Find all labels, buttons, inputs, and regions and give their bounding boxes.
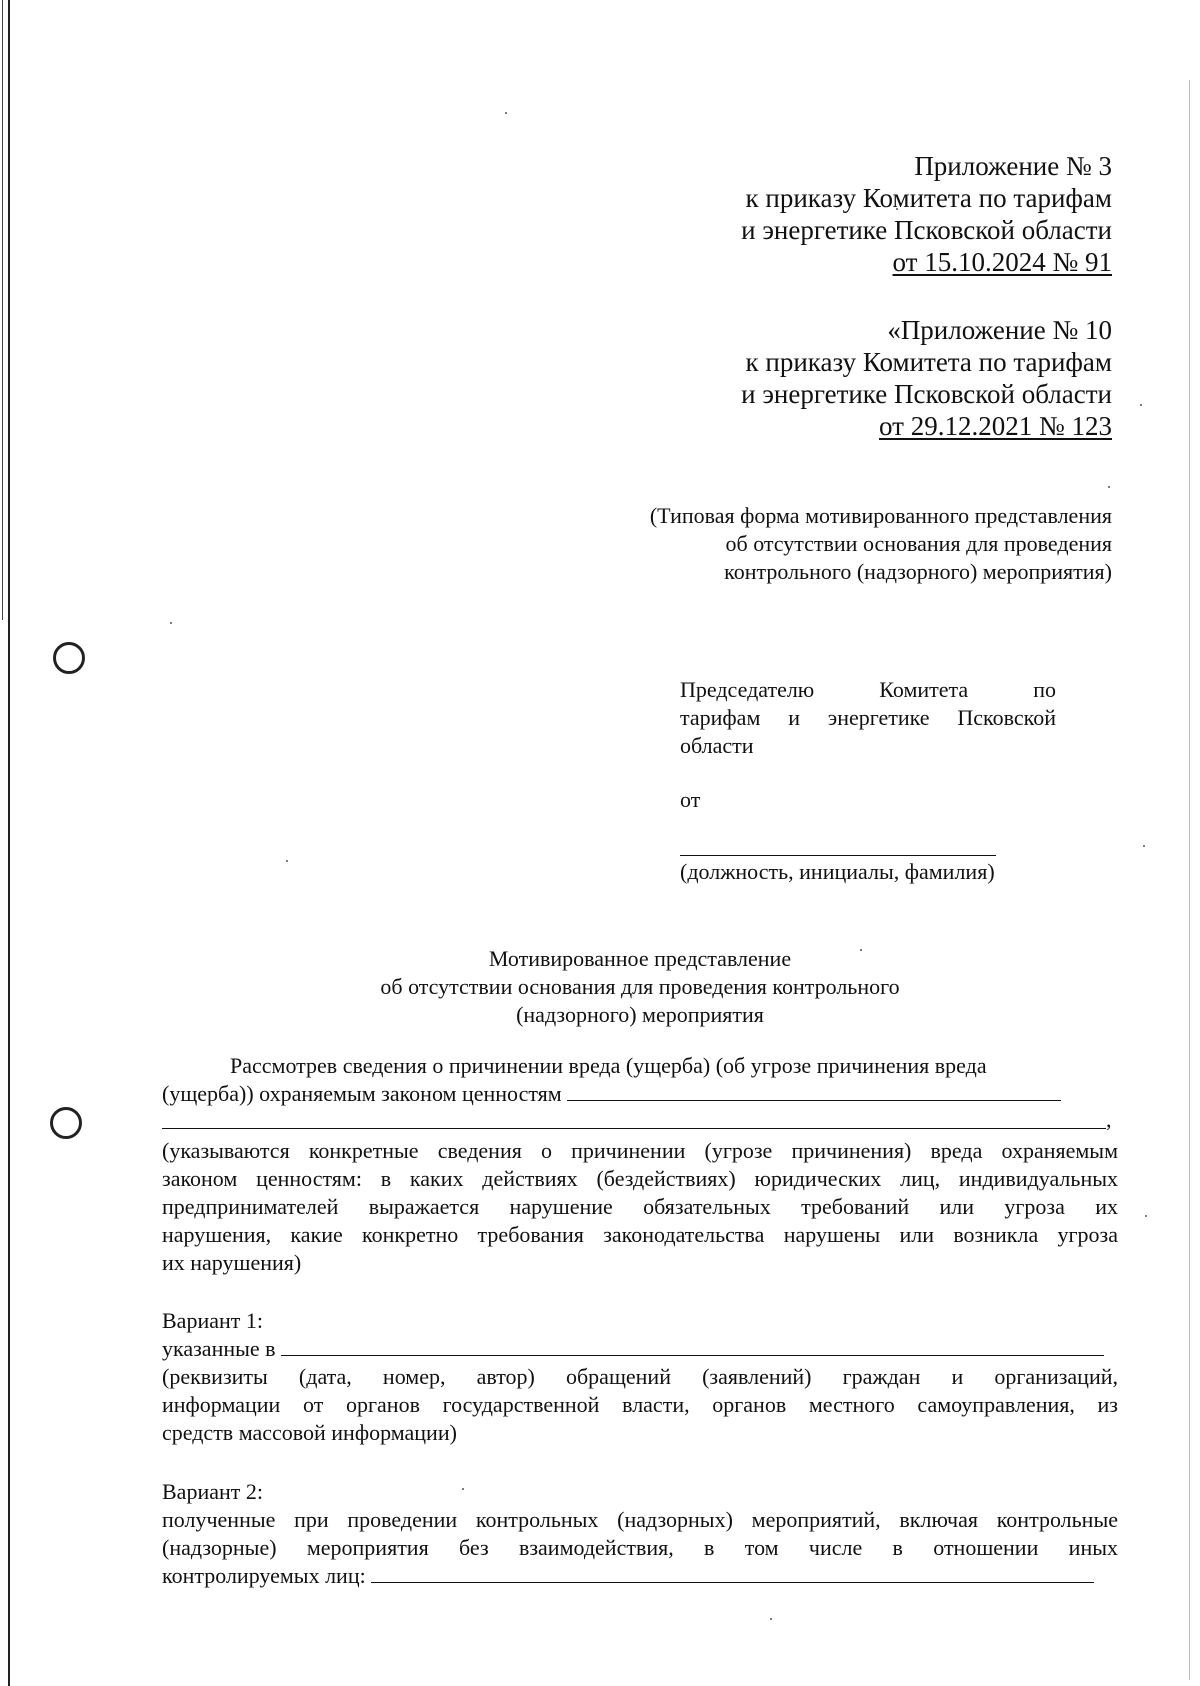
appendix-10-date-number-text: от 29.12.2021 № 123 (879, 411, 1112, 441)
values-note-line-1: (указываются конкретные сведения о причинении (угрозе причинения) вреда охраняемым (162, 1138, 1118, 1163)
values-continuation-line (162, 1128, 1106, 1129)
scan-speck (462, 1488, 464, 1490)
scan-speck (1143, 845, 1145, 847)
form-type-line-3: контрольного (надзорного) мероприятия) (724, 559, 1112, 584)
heading-line-1: Мотивированное представление (488, 946, 792, 971)
addressee-line-3: области (680, 733, 754, 758)
form-type-line-2: об отсутствии основания для проведения (725, 531, 1112, 556)
variant-2-line-2: (надзорные) мероприятия без взаимодействия, в том числе в отношении иных (162, 1535, 1118, 1560)
heading-line-3: (надзорного) мероприятия (516, 1002, 764, 1027)
intro-line-2-text: (ущерба)) охраняемым законом ценностям (162, 1081, 562, 1106)
scan-speck (505, 112, 507, 114)
values-note-line-3: предпринимателей выражается нарушение обязательных требований или угроза их (162, 1194, 1118, 1219)
values-note-line-5: их нарушения) (162, 1250, 302, 1275)
form-type-line-1: (Типовая форма мотивированного представления (649, 503, 1112, 528)
appendix-3-block (560, 150, 1112, 278)
variant-1-text: указанные в (162, 1336, 276, 1361)
scan-speck (1145, 1215, 1147, 1217)
addressee-block (680, 676, 1056, 760)
appendix-10-committee-line: и энергетике Псковской области (741, 379, 1112, 409)
scan-left-edge (8, 0, 10, 1686)
heading-line-2: об отсутствии основания для проведения контрольного (380, 974, 900, 999)
variant-2-label: Вариант 2: (162, 1479, 263, 1504)
intro-line-1: Рассмотрев сведения о причинении вреда (ущерба) (об угрозе причинения вреда (230, 1053, 987, 1078)
appendix-10-date-number (560, 410, 1112, 442)
punch-hole-top (53, 642, 85, 674)
values-blank-field (567, 1080, 1061, 1101)
appendix-3-order-line: к приказу Комитета по тарифам (745, 183, 1112, 213)
values-note (162, 1137, 1118, 1277)
appendix-3-committee-line: и энергетике Псковской области (741, 215, 1112, 245)
variant-1-note (162, 1363, 1118, 1447)
form-type-note (560, 502, 1112, 586)
values-note-line-2: законом ценностям: в каких действиях (бездействиях) юридических лиц, индивидуальных (162, 1166, 1118, 1191)
scan-speck (770, 1618, 772, 1620)
variant-2-text (162, 1506, 1118, 1590)
variant-1-note-line-3: средств массовой информации) (162, 1420, 457, 1445)
appendix-3-title: Приложение № 3 (914, 151, 1112, 181)
variant-2-line-3 (162, 1562, 1118, 1590)
appendix-3-date-number-text: от 15.10.2024 № 91 (892, 247, 1112, 277)
addressee-signature-line (680, 855, 996, 856)
punch-hole-bottom (50, 1107, 82, 1139)
variant-1-label: Вариант 1: (162, 1308, 263, 1333)
scan-speck (1140, 404, 1142, 406)
scan-speck (286, 860, 288, 862)
variant-2-line-3-text: контролируемых лиц: (162, 1563, 366, 1588)
scan-speck (1108, 486, 1110, 488)
appendix-10-title: «Приложение № 10 (887, 315, 1112, 345)
document-heading (280, 945, 1000, 1029)
addressee-line-1: Председателю Комитета по (680, 677, 1056, 702)
addressee-from: от (680, 787, 701, 812)
addressee-caption: (должность, инициалы, фамилия) (680, 859, 995, 884)
variant-2-blank-field (371, 1562, 1094, 1583)
values-note-line-4: нарушения, какие конкретно требования законодательства нарушены или возникла угроза (162, 1222, 1118, 1247)
appendix-10-block (560, 314, 1112, 442)
appendix-3-date-number (560, 246, 1112, 278)
variant-1-note-line-1: (реквизиты (дата, номер, автор) обращений (заявлений) граждан и организаций, (162, 1364, 1118, 1389)
variant-1-line (162, 1335, 1122, 1363)
variant-1-blank-field (281, 1335, 1104, 1356)
variant-1-note-line-2: информации от органов государственной власти, органов местного самоуправления, из (162, 1392, 1118, 1417)
scan-speck (170, 622, 172, 624)
scan-right-edge (1189, 80, 1190, 1680)
scan-left-edge-secondary (2, 0, 3, 620)
intro-line-2 (162, 1080, 1112, 1108)
appendix-10-order-line: к приказу Комитета по тарифам (745, 347, 1112, 377)
variant-2-line-1: полученные при проведении контрольных (надзорных) мероприятий, включая контрольные (162, 1507, 1118, 1532)
addressee-line-2: тарифам и энергетике Псковской (680, 705, 1056, 730)
values-comma: , (1106, 1107, 1112, 1132)
